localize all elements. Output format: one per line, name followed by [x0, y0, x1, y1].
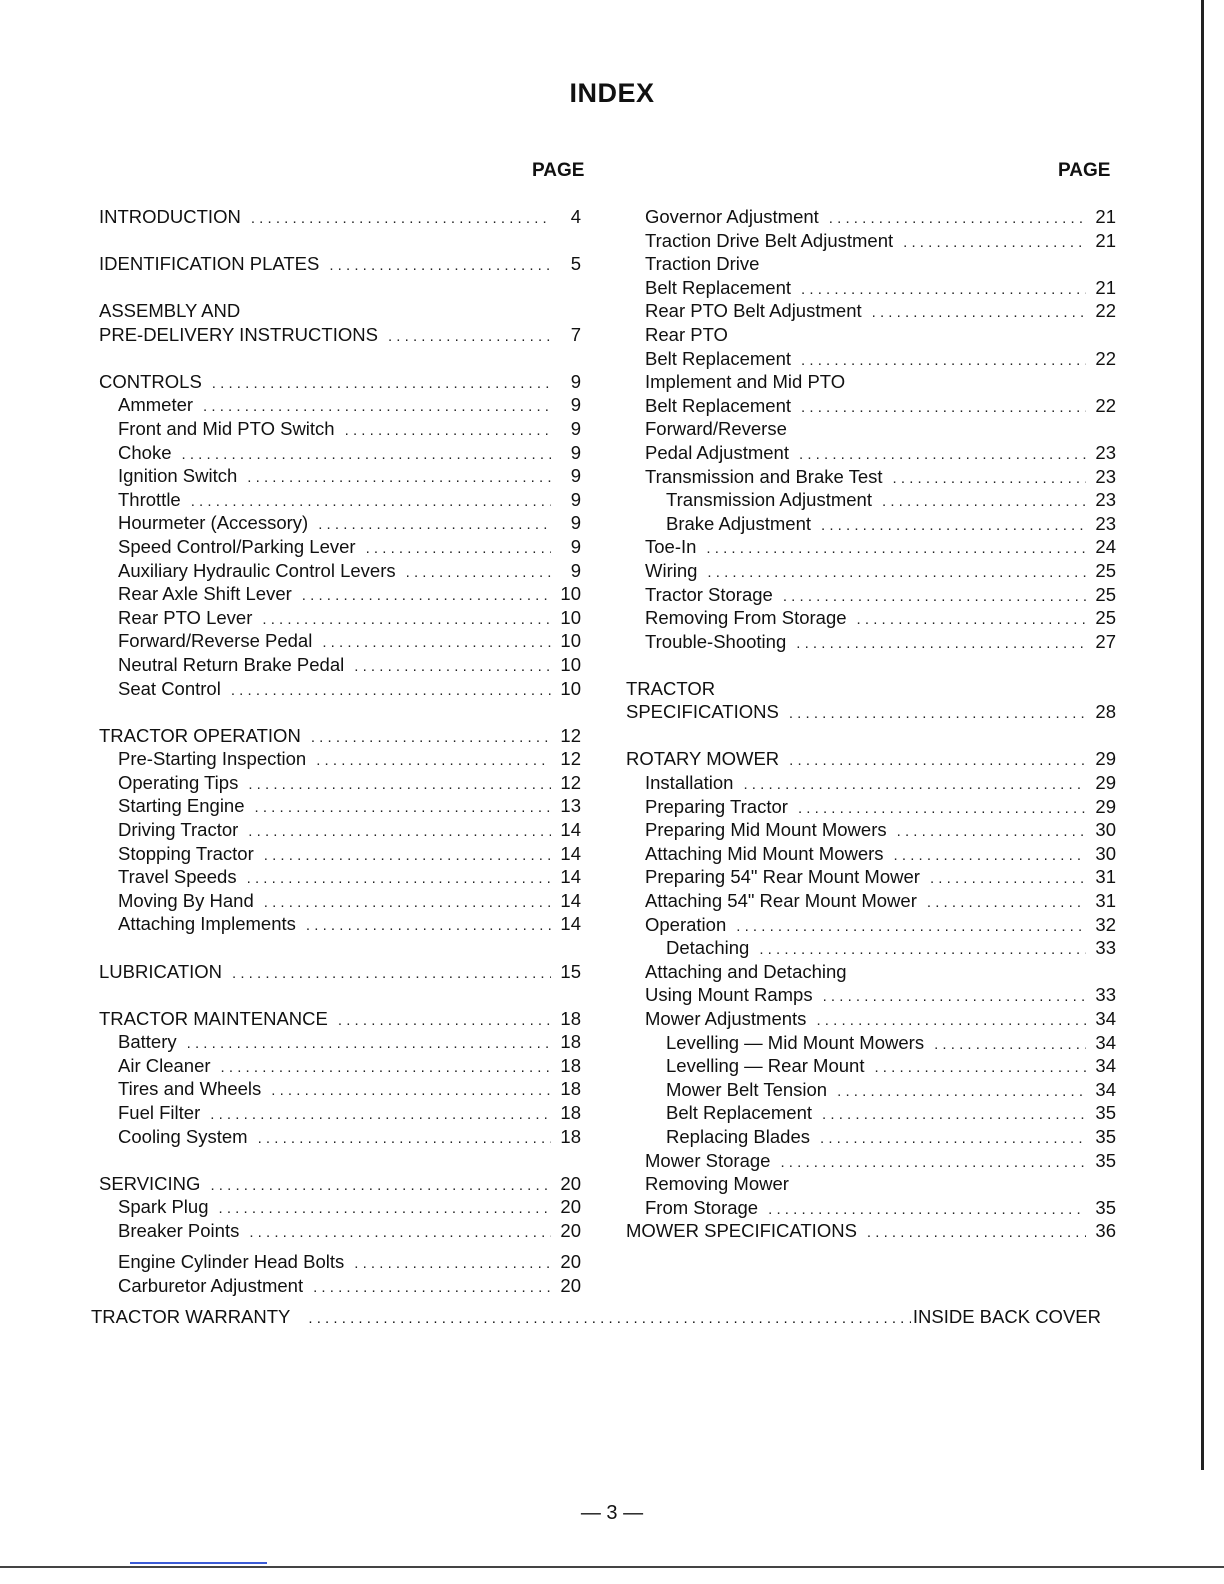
toc-entry-rotary-mower[interactable]: ROTARY MOWER . . . 29 [626, 747, 1116, 771]
toc-entry-tires-wheels[interactable]: Tires and Wheels . . . 18 [99, 1077, 581, 1101]
toc-entry-traction-belt-adj[interactable]: Traction Drive Belt Adjustment . . . 21 [626, 229, 1116, 253]
toc-entry-servicing[interactable]: SERVICING . . . 20 [99, 1172, 581, 1196]
toc-entry-rear-pto-belt-repl[interactable]: Belt Replacement . . . 22 [626, 347, 1116, 371]
toc-entry-ramps-line1: Attaching and Detaching [645, 960, 847, 982]
toc-entry-implement-belt-repl[interactable]: Belt Replacement . . . 22 [626, 394, 1116, 418]
toc-entry-tractor-line1: TRACTOR [626, 677, 716, 699]
page-title: INDEX [569, 78, 655, 108]
toc-entry-assembly[interactable]: PRE-DELIVERY INSTRUCTIONS . . . 7 [99, 323, 581, 347]
toc-entry-assembly-line1: ASSEMBLY AND [99, 300, 241, 322]
toc-entry-attaching-mid[interactable]: Attaching Mid Mount Mowers . . . 30 [626, 842, 1116, 866]
toc-entry-air-cleaner[interactable]: Air Cleaner . . . 18 [99, 1054, 581, 1078]
toc-entry-forward-reverse-pedal[interactable]: Forward/Reverse Pedal . . . 10 [99, 629, 581, 653]
scan-edge-right [1201, 0, 1204, 1470]
toc-entry-ignition-switch[interactable]: Ignition Switch . . . 9 [99, 464, 581, 488]
toc-entry-attaching-implements[interactable]: Attaching Implements . . . 14 [99, 912, 581, 936]
toc-entry-driving-tractor[interactable]: Driving Tractor . . . 14 [99, 818, 581, 842]
toc-entry-cylinder-head-bolts[interactable]: Engine Cylinder Head Bolts . . . 20 [99, 1250, 581, 1274]
toc-entry-wiring[interactable]: Wiring . . . 25 [626, 559, 1116, 583]
toc-entry-carburetor[interactable]: Carburetor Adjustment . . . 20 [99, 1274, 581, 1298]
toc-entry-fuel-filter[interactable]: Fuel Filter . . . 18 [99, 1101, 581, 1125]
toc-entry-forward-reverse-line1: Forward/Reverse [645, 418, 787, 440]
toc-entry-preparing-tractor[interactable]: Preparing Tractor . . . 29 [626, 795, 1116, 819]
toc-entry-mower-specifications[interactable]: MOWER SPECIFICATIONS . . . 36 [626, 1219, 1116, 1243]
page-number-footer: — 3 — [580, 1502, 644, 1524]
toc-entry-rear-pto-belt-adj[interactable]: Rear PTO Belt Adjustment . . . 22 [626, 299, 1116, 323]
toc-entry-aux-hydraulic[interactable]: Auxiliary Hydraulic Control Levers . . . 9 [99, 559, 581, 583]
toc-entry-throttle[interactable]: Throttle . . . 9 [99, 488, 581, 512]
page-number: 7 [570, 323, 581, 345]
page-number: 4 [570, 206, 581, 227]
toc-entry-brake-adj[interactable]: Brake Adjustment . . . 23 [626, 512, 1116, 536]
toc-entry-installation[interactable]: Installation . . . 29 [626, 771, 1116, 795]
toc-entry-spark-plug[interactable]: Spark Plug . . . 20 [99, 1195, 581, 1219]
scan-edge-bottom [0, 1566, 1224, 1568]
toc-entry-tractor-storage[interactable]: Tractor Storage . . . 25 [626, 583, 1116, 607]
toc-entry-identification-plates[interactable]: IDENTIFICATION PLATES . . . 5 [99, 252, 581, 276]
toc-entry-battery[interactable]: Battery . . . 18 [99, 1030, 581, 1054]
toc-entry-trouble-shooting[interactable]: Trouble-Shooting . . . 27 [626, 630, 1116, 654]
toc-entry-moving-by-hand[interactable]: Moving By Hand . . . 14 [99, 889, 581, 913]
toc-entry-replacing-blades[interactable]: Replacing Blades . . . 35 [626, 1125, 1116, 1149]
toc-entry-transmission-adj[interactable]: Transmission Adjustment . . . 23 [626, 488, 1116, 512]
toc-entry-mower-adjustments[interactable]: Mower Adjustments . . . 34 [626, 1007, 1116, 1031]
toc-entry-removing-mower-line1: Removing Mower [645, 1173, 789, 1195]
toc-entry-belt-tension[interactable]: Mower Belt Tension . . . 34 [626, 1078, 1116, 1102]
toc-entry-introduction[interactable]: INTRODUCTION . . . 4 [99, 205, 581, 229]
toc-entry-traction-belt-repl[interactable]: Belt Replacement . . . 21 [626, 276, 1116, 300]
toc-entry-travel-speeds[interactable]: Travel Speeds . . . 14 [99, 865, 581, 889]
toc-entry-toe-in[interactable]: Toe-In . . . 24 [626, 535, 1116, 559]
toc-entry-lubrication[interactable]: LUBRICATION . . . 15 [99, 960, 581, 984]
toc-entry-operation[interactable]: Operation . . . 32 [626, 913, 1116, 937]
toc-entry-pre-starting[interactable]: Pre-Starting Inspection . . . 12 [99, 747, 581, 771]
page-number: 5 [570, 253, 581, 275]
toc-entry-governor[interactable]: Governor Adjustment . . . 21 [626, 205, 1116, 229]
scan-edge-mark [130, 1562, 267, 1564]
toc-entry-stopping-tractor[interactable]: Stopping Tractor . . . 14 [99, 842, 581, 866]
toc-entry-preparing-mid[interactable]: Preparing Mid Mount Mowers . . . 30 [626, 818, 1116, 842]
page-column-heading-left: PAGE [532, 160, 585, 181]
toc-entry-cooling-system[interactable]: Cooling System . . . 18 [99, 1125, 581, 1149]
toc-entry-rear-axle-shift[interactable]: Rear Axle Shift Lever . . . 10 [99, 582, 581, 606]
toc-entry-preparing-54[interactable]: Preparing 54" Rear Mount Mower . . . 31 [626, 865, 1116, 889]
toc-entry-controls[interactable]: CONTROLS . . . 9 [99, 370, 581, 394]
toc-entry-from-storage[interactable]: From Storage . . . 35 [626, 1196, 1116, 1220]
toc-entry-ammeter[interactable]: Ammeter . . . 9 [99, 393, 581, 417]
toc-entry-tractor-maintenance[interactable]: TRACTOR MAINTENANCE . . . 18 [99, 1007, 581, 1031]
toc-entry-traction-drive-line1: Traction Drive [645, 253, 760, 275]
toc-entry-mower-storage[interactable]: Mower Storage . . . 35 [626, 1149, 1116, 1173]
toc-entry-levelling-mid[interactable]: Levelling — Mid Mount Mowers . . . 34 [626, 1031, 1116, 1055]
toc-entry-removing-storage[interactable]: Removing From Storage . . . 25 [626, 606, 1116, 630]
warranty-label: TRACTOR WARRANTY [91, 1306, 291, 1327]
toc-entry-implement-line1: Implement and Mid PTO [645, 371, 846, 393]
toc-entry-detaching[interactable]: Detaching . . . 33 [626, 936, 1116, 960]
toc-entry-hourmeter[interactable]: Hourmeter (Accessory) . . . 9 [99, 511, 581, 535]
toc-entry-operating-tips[interactable]: Operating Tips . . . 12 [99, 771, 581, 795]
toc-entry-tractor-operation[interactable]: TRACTOR OPERATION . . . 12 [99, 724, 581, 748]
toc-entry-neutral-return[interactable]: Neutral Return Brake Pedal . . . 10 [99, 653, 581, 677]
toc-entry-choke[interactable]: Choke . . . 9 [99, 441, 581, 465]
toc-entry-mower-belt-repl[interactable]: Belt Replacement . . . 35 [626, 1101, 1116, 1125]
toc-entry-rear-pto-line1: Rear PTO [645, 323, 728, 345]
toc-entry-speed-control[interactable]: Speed Control/Parking Lever . . . 9 [99, 535, 581, 559]
toc-entry-trans-brake-test[interactable]: Transmission and Brake Test . . . 23 [626, 465, 1116, 489]
toc-entry-breaker-points[interactable]: Breaker Points . . . 20 [99, 1219, 581, 1243]
toc-entry-starting-engine[interactable]: Starting Engine . . . 13 [99, 794, 581, 818]
toc-entry-pedal-adjustment[interactable]: Pedal Adjustment . . . 23 [626, 441, 1116, 465]
toc-entry-levelling-rear[interactable]: Levelling — Rear Mount . . . 34 [626, 1054, 1116, 1078]
toc-entry-tractor-warranty[interactable] [91, 1306, 1101, 1328]
toc-entry-attaching-54[interactable]: Attaching 54" Rear Mount Mower . . . 31 [626, 889, 1116, 913]
toc-entry-mount-ramps[interactable]: Using Mount Ramps . . . 33 [626, 983, 1116, 1007]
toc-entry-seat-control[interactable]: Seat Control . . . 10 [99, 677, 581, 701]
page-column-heading-right: PAGE [1058, 160, 1111, 181]
page-number: 9 [570, 370, 581, 392]
toc-entry-rear-pto-lever[interactable]: Rear PTO Lever . . . 10 [99, 606, 581, 630]
toc-entry-pto-switch[interactable]: Front and Mid PTO Switch . . . 9 [99, 417, 581, 441]
index-column-left [99, 205, 581, 1298]
toc-entry-tractor-specifications[interactable]: SPECIFICATIONS . . . 28 [626, 700, 1116, 724]
warranty-page: INSIDE BACK COVER [912, 1306, 1101, 1327]
index-column-right [626, 205, 1116, 1243]
